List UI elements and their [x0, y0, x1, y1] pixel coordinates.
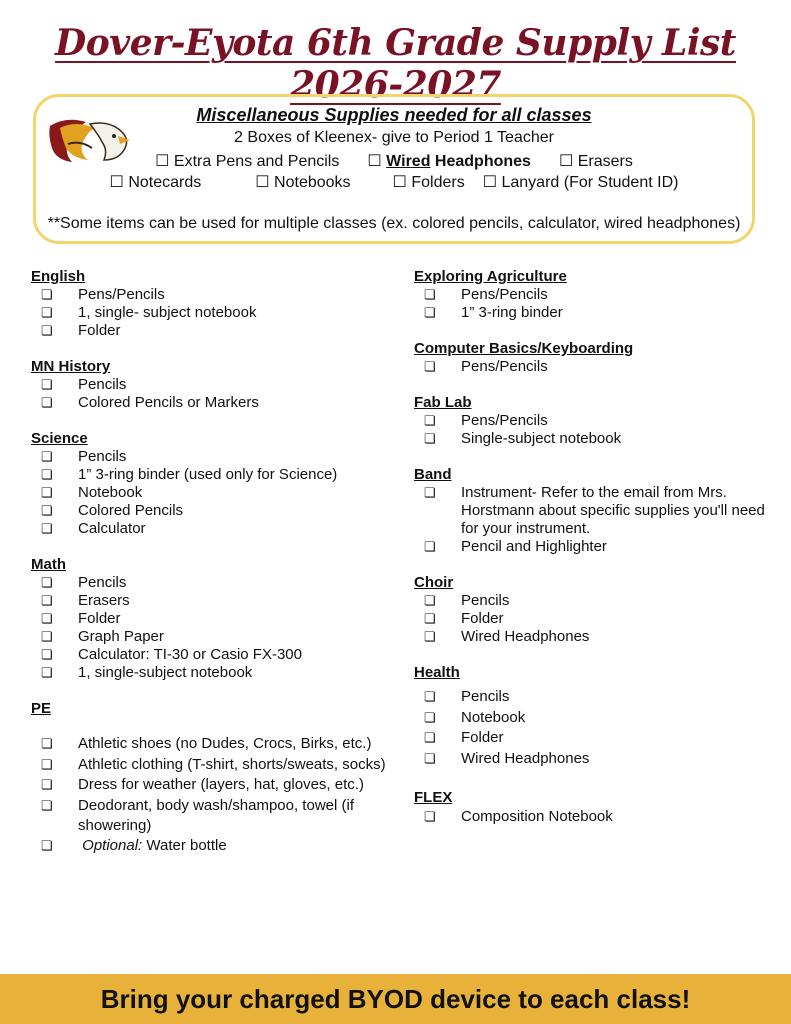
agriculture-list — [414, 286, 774, 322]
list-item: ❏ Colored Pencils — [41, 502, 184, 519]
list-item: ❏ 1, single- subject notebook — [41, 304, 257, 321]
list-item: ❏ 1, single-subject notebook — [41, 664, 253, 681]
multi-use-note: **Some items can be used for multiple classes (ex. colored pencils, calculator, wired headphones) — [47, 215, 741, 232]
list-item: ❏ Calculator — [41, 520, 146, 537]
list-item: ❏ Calculator: TI-30 or Casio FX-300 — [41, 646, 302, 663]
list-item: ❏ 1” 3-ring binder (used only for Science) — [41, 466, 338, 483]
band-list — [414, 484, 774, 556]
science-list — [31, 448, 401, 538]
section-english-title: English — [31, 268, 86, 285]
section-band-title: Band — [414, 466, 452, 483]
list-item: ❏ Athletic clothing (T-shirt, shorts/sweats, socks) — [41, 755, 386, 773]
list-item: ❏ Deodorant, body wash/shampoo, towel (if showering) — [41, 796, 354, 834]
list-item: ❏ Wired Headphones — [424, 628, 590, 645]
section-fablab-title: Fab Lab — [414, 394, 472, 411]
list-item: ❏ Athletic shoes (no Dudes, Crocs, Birks, etc.) — [41, 735, 372, 752]
list-item: ❏ Notebook — [41, 484, 143, 501]
health-list — [414, 687, 774, 769]
computer-list — [414, 358, 774, 376]
checkbox-icon: ❏ — [41, 797, 53, 813]
checkbox-icon: ❏ — [41, 521, 53, 536]
section-agriculture-title: Exploring Agriculture — [414, 268, 567, 285]
pe-list — [31, 734, 401, 856]
folders-item: ☐ Folders — [392, 174, 465, 191]
checkbox-icon: ❏ — [424, 287, 436, 302]
checkbox-icon: ❏ — [41, 377, 53, 392]
wired-headphones-item: Headphones — [430, 153, 531, 170]
checkbox-icon: ❏ — [424, 709, 436, 725]
checkbox-icon: ❏ — [41, 665, 53, 680]
checkbox-icon: ❏ — [424, 730, 436, 745]
left-column — [31, 268, 401, 856]
misc-title: Miscellaneous Supplies needed for all classes — [196, 105, 592, 125]
kleenex-line: 2 Boxes of Kleenex- give to Period 1 Teacher — [234, 129, 554, 146]
list-item: ❏ Folder — [414, 728, 774, 749]
list-item: ❏ Wired Headphones — [414, 749, 774, 770]
list-item: ❏ Pencil and Highlighter — [424, 538, 607, 555]
section-health-title: Health — [414, 664, 460, 681]
erasers-item: ☐ Erasers — [558, 153, 633, 170]
checkbox-icon: ❏ — [41, 449, 53, 464]
page-title: Dover-Eyota 6th Grade Supply List 2026-2027 — [55, 22, 736, 106]
section-flex-title: FLEX — [414, 789, 453, 806]
list-item: ❏ Dress for weather (layers, hat, gloves, etc.) — [41, 776, 364, 793]
byod-footer-banner: Bring your charged BYOD device to each class! — [0, 974, 791, 1024]
list-item: ❏ Pencils — [414, 687, 774, 708]
extra-pens-item: ☐ Extra Pens and Pencils — [155, 153, 340, 170]
notecards-item: ☐ Notecards — [109, 174, 202, 191]
section-choir-title: Choir — [414, 574, 454, 591]
list-item: ❏ Single-subject notebook — [424, 430, 622, 447]
math-list — [31, 574, 401, 682]
list-item: ❏ Pens/Pencils — [41, 286, 165, 303]
checkbox-icon: ❏ — [424, 809, 436, 824]
section-mnhistory-title: MN History — [31, 358, 111, 375]
flex-list — [414, 807, 774, 827]
checkbox-icon: ❏ — [424, 485, 436, 500]
section-math-title: Math — [31, 556, 66, 573]
list-item: ❏ Pens/Pencils — [424, 286, 548, 303]
list-item: ❏ Folder — [424, 610, 504, 627]
list-item: ❏ Pencils — [41, 574, 127, 591]
checkbox-icon: ❏ — [41, 287, 53, 302]
checkbox-icon: ❏ — [41, 647, 53, 662]
list-item: ❏ Instrument- Refer to the email from Mrs. Horstmann about specific supplies you'll need for your instrument. — [424, 484, 765, 537]
checkbox-icon: ❏ — [424, 539, 436, 554]
checkbox-icon: ❏ — [424, 431, 436, 446]
misc-line-3 — [33, 172, 755, 192]
checkbox-icon: ❏ — [424, 593, 436, 608]
list-item: ❏ Folder — [41, 322, 121, 339]
lanyard-item: ☐ Lanyard (For Student ID) — [482, 174, 679, 191]
checkbox-icon: ❏ — [41, 629, 53, 644]
list-item: ❏ Pens/Pencils — [424, 412, 548, 429]
checkbox-icon: ❏ — [41, 485, 53, 500]
list-item: ❏ Erasers — [41, 592, 130, 609]
checkbox-icon: ❏ — [424, 750, 436, 766]
section-science-title: Science — [31, 430, 88, 447]
checkbox-icon: ❏ — [424, 413, 436, 428]
checkbox-icon: ❏ — [41, 575, 53, 590]
checkbox-icon: ❏ — [41, 593, 53, 608]
checkbox-icon: ❏ — [41, 756, 53, 772]
checkbox-icon: ❏ — [41, 503, 53, 518]
list-item: ❏ Folder — [41, 610, 121, 627]
checkbox-icon: ❏ — [41, 736, 53, 751]
right-column — [414, 268, 774, 827]
checkbox-icon: ❏ — [41, 777, 53, 792]
fablab-list — [414, 412, 774, 448]
checkbox-icon: ❏ — [41, 323, 53, 338]
list-item: ❏ Optional: Water bottle — [41, 837, 227, 854]
list-item: ❏ 1” 3-ring binder — [424, 304, 563, 321]
checkbox-icon: ❏ — [41, 838, 53, 853]
list-item: ❏ Notebook — [414, 708, 774, 729]
list-item: ❏ Composition Notebook — [424, 808, 613, 825]
list-item: ❏ Colored Pencils or Markers — [41, 394, 259, 411]
checkbox-icon: ❏ — [41, 305, 53, 320]
checkbox-icon: ❏ — [41, 467, 53, 482]
section-pe-title: PE — [31, 700, 52, 717]
checkbox-icon: ❏ — [41, 395, 53, 410]
notebooks-item: ☐ Notebooks — [255, 174, 351, 191]
list-item: ❏ Graph Paper — [41, 628, 164, 645]
mnhistory-list — [31, 376, 401, 412]
choir-list — [414, 592, 774, 646]
checkbox-icon: ❏ — [424, 611, 436, 626]
english-list — [31, 286, 401, 340]
list-item: ❏ Pencils — [41, 376, 127, 393]
optional-label: Optional: — [82, 837, 143, 854]
misc-line-2: ☐ Extra Pens and Pencils ☐ Wired Headphones ☐ Erasers — [155, 153, 633, 170]
checkbox-icon: ❏ — [424, 359, 436, 374]
checkbox-icon: ❏ — [424, 629, 436, 644]
list-item: ❏ Pens/Pencils — [424, 358, 548, 375]
list-item: ❏ Pencils — [424, 592, 510, 609]
checkbox-icon: ❏ — [424, 689, 436, 704]
section-computer-title: Computer Basics/Keyboarding — [414, 340, 634, 357]
checkbox-icon: ❏ — [424, 305, 436, 320]
list-item: ❏ Pencils — [41, 448, 127, 465]
checkbox-icon: ❏ — [41, 611, 53, 626]
